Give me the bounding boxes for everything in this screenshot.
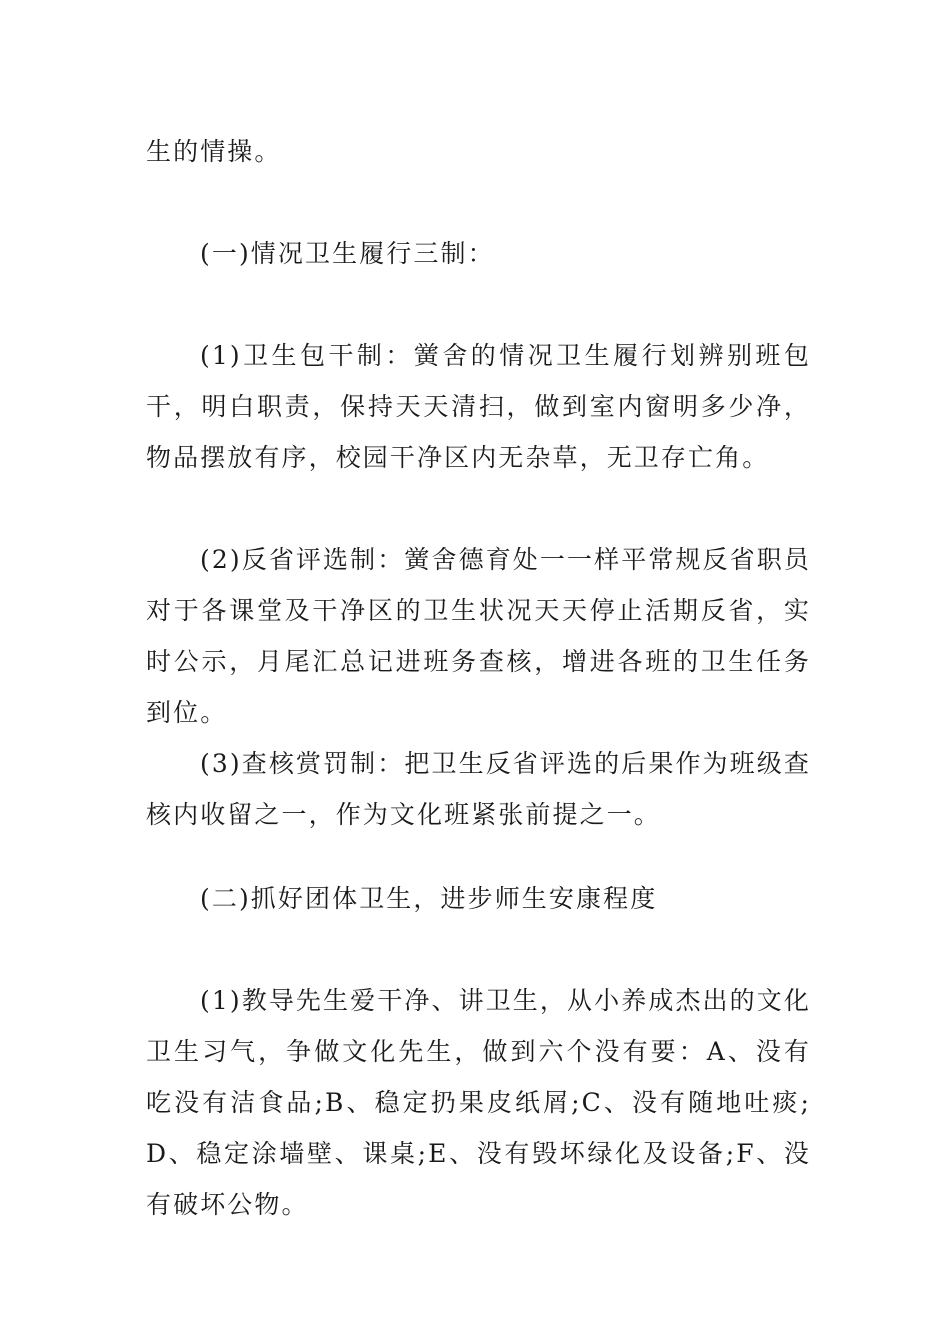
paragraph-item-3: (3)查核赏罚制：把卫生反省评选的后果作为班级查核内收留之一，作为文化班紧张前提之一。 [146,749,811,829]
section-heading-1: (一)情况卫生履行三制： [200,239,495,268]
paragraph-item-2: (2)反省评选制：黉舍德育处一一样平常规反省职员对于各课堂及干净区的卫生状况天天停止活期反省，实时公示，月尾汇总记进班务查核，增进各班的卫生任务到位。 [146,545,811,727]
paragraph-item-1: (1)卫生包干制：黉舍的情况卫生履行划辨别班包干，明白职责，保持天天清扫，做到室内窗明多少净，物品摆放有序，校园干净区内无杂草，无卫存亡角。 [146,341,811,472]
paragraph-item-4: (1)教导先生爱干净、讲卫生，从小养成杰出的文化卫生习气，争做文化先生，做到六个没有要：A、没有吃没有洁食品;B、稳定扔果皮纸屑;C、没有随地吐痰;D、稳定涂墙壁、课桌;E、没有毁坏绿化及设备;F、没有破坏公物。 [146,986,811,1219]
section-heading-2: (二)抓好团体卫生，进步师生安康程度 [200,884,658,913]
paragraph-continuation: 生的情操。 [146,137,282,166]
